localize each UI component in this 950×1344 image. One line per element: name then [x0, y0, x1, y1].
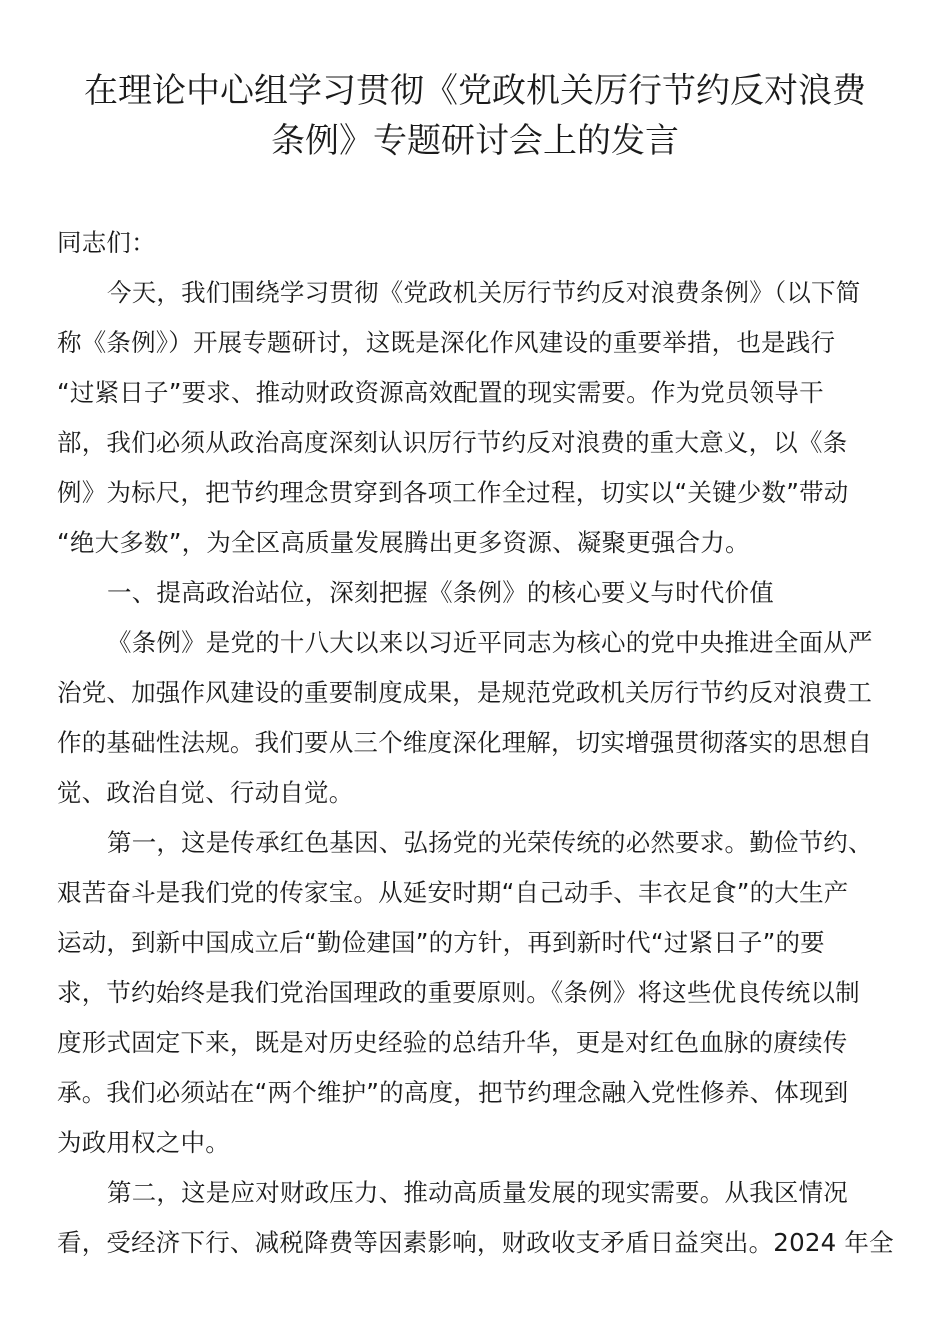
- paragraph-line: 第一，这是传承红色基因、弘扬党的光荣传统的必然要求。勤俭节约、: [107, 828, 873, 857]
- paragraph-line: 例》为标尺，把节约理念贯穿到各项工作全过程，切实以“关键少数”带动: [57, 478, 849, 507]
- paragraph-line: 《条例》是党的十八大以来以习近平同志为核心的党中央推进全面从严: [107, 628, 873, 657]
- paragraph-line: 作的基础性法规。我们要从三个维度深化理解，切实增强贯彻落实的思想自: [57, 728, 873, 757]
- paragraph-line: 承。我们必须站在“两个维护”的高度，把节约理念融入党性修养、体现到: [57, 1078, 849, 1107]
- paragraph-line: 治党、加强作风建设的重要制度成果，是规范党政机关厉行节约反对浪费工: [57, 678, 873, 707]
- section-heading: 一、提高政治站位，深刻把握《条例》的核心要义与时代价值: [107, 578, 774, 607]
- document-title: [40, 66, 910, 166]
- title-line-2: 条例》专题研讨会上的发言: [271, 121, 679, 161]
- paragraph-line: 部，我们必须从政治高度深刻认识厉行节约反对浪费的重大意义，以《条: [57, 428, 848, 457]
- paragraph-line: 艰苦奋斗是我们党的传家宝。从延安时期“自己动手、丰衣足食”的大生产: [57, 878, 849, 907]
- paragraph-line: 看，受经济下行、减税降费等因素影响，财政收支矛盾日益突出。2024 年全: [57, 1228, 894, 1257]
- salutation: 同志们：: [57, 228, 156, 257]
- document-body: [57, 218, 895, 1268]
- paragraph-line: 称《条例》）开展专题研讨，这既是深化作风建设的重要举措，也是践行: [57, 328, 836, 357]
- paragraph-line: 度形式固定下来，既是对历史经验的总结升华，更是对红色血脉的赓续传: [57, 1028, 848, 1057]
- title-line-1: 在理论中心组学习贯彻《党政机关厉行节约反对浪费: [84, 71, 866, 111]
- paragraph-line: 觉、政治自觉、行动自觉。: [57, 778, 354, 807]
- paragraph-line: 今天，我们围绕学习贯彻《党政机关厉行节约反对浪费条例》（以下简: [107, 278, 861, 307]
- paragraph-line: “绝大多数”，为全区高质量发展腾出更多资源、凝聚更强合力。: [57, 528, 750, 557]
- paragraph-line: 为政用权之中。: [57, 1128, 230, 1157]
- paragraph-line: 运动，到新中国成立后“勤俭建国”的方针，再到新时代“过紧日子”的要: [57, 928, 825, 957]
- paragraph-line: 第二，这是应对财政压力、推动高质量发展的现实需要。从我区情况: [107, 1178, 848, 1207]
- paragraph-line: “过紧日子”要求、推动财政资源高效配置的现实需要。作为党员领导干: [57, 378, 824, 407]
- paragraph-line: 求，节约始终是我们党治国理政的重要原则。《条例》将这些优良传统以制: [57, 978, 860, 1007]
